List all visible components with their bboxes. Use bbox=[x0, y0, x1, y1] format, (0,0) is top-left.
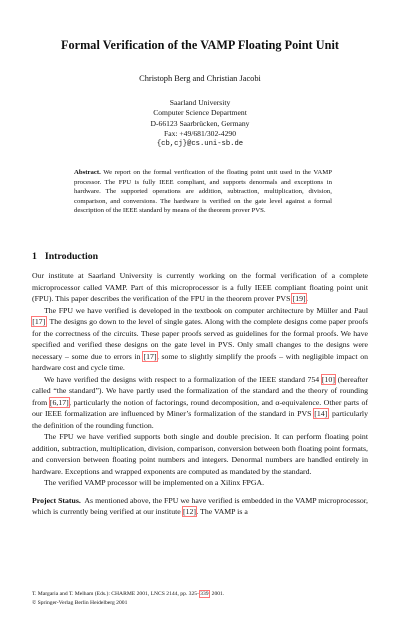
page-footer bbox=[32, 590, 224, 608]
section-heading bbox=[32, 251, 98, 262]
paragraph-2 bbox=[32, 305, 368, 374]
affiliation-fax: Fax: +49/681/302-4290 bbox=[164, 128, 236, 138]
footer-copyright: © Springer-Verlag Berlin Heidelberg 2001 bbox=[32, 599, 128, 606]
footer-text: , 2001. bbox=[208, 591, 225, 597]
paragraph-text: As mentioned above, the FPU we have verified is embedded in the VAMP microprocessor, which is currently being verified at our institute bbox=[32, 495, 368, 516]
citation-link[interactable]: [10] bbox=[321, 374, 335, 384]
paragraph-text: . The VAMP is a bbox=[196, 507, 248, 516]
citation-link[interactable]: [12] bbox=[183, 507, 196, 516]
paragraph-text: (hereafter called “the standard”). We have partly used the formalization of the standard and the theory of rounding from bbox=[32, 374, 368, 407]
citation-link[interactable]: [6,17] bbox=[49, 397, 69, 407]
affiliation-department: Computer Science Department bbox=[153, 108, 247, 118]
affiliation-university: Saarland University bbox=[169, 98, 231, 107]
section-title: Introduction bbox=[44, 251, 99, 262]
paragraph-text: The FPU we have verified is developed in the textbook on computer architecture by Müller and Paul bbox=[44, 305, 368, 315]
paragraph-text: . The designs go down to the level of single gates. Along with the complete designs come paper proofs for the correctness of the circuits. These paper proofs served as guidelines for the formal proofs. We have specified and verified these designs on the gate level in PVS. Only small changes to the designs were necessary – some due to errors in bbox=[32, 317, 368, 361]
citation-link[interactable]: [17] bbox=[32, 317, 46, 326]
paragraph-text: , particularly the notion of factorings, round decomposition, and α-equivalence. Other parts of our IEEE formalization are influenced by Miner’s formalization of the standard in PVS bbox=[32, 397, 368, 418]
affiliation-email: {cb,cj}@cs.uni-sb.de bbox=[156, 140, 244, 149]
paragraph-3 bbox=[32, 374, 368, 432]
affiliation-address: D-66123 Saarbrücken, Germany bbox=[150, 118, 250, 128]
paragraph-project-status bbox=[32, 495, 368, 518]
paragraph-4: The FPU we have verified supports both single and double precision. It can perform floating point addition, subtraction, multiplication, division, comparison, conversion between both floating point formats, and conversion between floating point numbers and integers. Denormal numbers are handled entirely in hardware. Exceptions and wrapped exponents are computed as mandated by the standard. bbox=[32, 432, 368, 476]
citation-link[interactable]: [19] bbox=[292, 294, 306, 303]
abstract-label: Abstract. bbox=[74, 169, 101, 176]
section-number: 1 bbox=[32, 251, 37, 262]
paragraph-text: Our institute at Saarland University is currently working on the formal verification of a complete microprocessor called VAMP. Part of this microprocessor is a fully IEEE compliant floating point unit (FPU). This paper describes the verification of the FPU in the theorem prover PVS bbox=[32, 271, 368, 303]
citation-link[interactable]: [14] bbox=[314, 409, 328, 418]
paragraph-1 bbox=[32, 270, 368, 305]
footer-text: T. Margaria and T. Melham (Eds.): CHARME 2001, LNCS 2144, pp. 325– bbox=[32, 591, 200, 597]
affiliation-block bbox=[0, 98, 400, 149]
run-in-heading: Project Status. bbox=[32, 495, 81, 505]
paper-title: Formal Verification of the VAMP Floating Point Unit bbox=[61, 38, 339, 52]
paragraph-text: . bbox=[305, 294, 308, 303]
paragraph-text: , some to slightly simplify the proofs – with negligible impact on hardware cost and cycle time. bbox=[32, 351, 369, 372]
paragraph-text: , particularly the definition of the rounding function. bbox=[32, 409, 368, 430]
paper-authors: Christoph Berg and Christian Jacobi bbox=[139, 74, 261, 83]
abstract bbox=[74, 168, 332, 216]
footer-citation bbox=[32, 590, 224, 599]
abstract-text: We report on the formal verification of the floating point unit used in the VAMP processor. The FPU is fully IEEE compliant, and supports denormals and exceptions in hardware. The supported operations are addition, subtraction, multiplication, division, comparison, and conversions. The hardware is verified on the gate level against a formal description of the IEEE standard by means of the theorem prover PVS. bbox=[74, 169, 332, 215]
section-body bbox=[32, 270, 368, 518]
citation-link[interactable]: [17] bbox=[143, 351, 157, 361]
paragraph-5: The verified VAMP processor will be implemented on a Xilinx FPGA. bbox=[44, 478, 265, 487]
paragraph-text: We have verified the designs with respect to a formalization of the IEEE standard 754 bbox=[44, 374, 322, 384]
page-range-link[interactable]: 339 bbox=[200, 591, 209, 597]
